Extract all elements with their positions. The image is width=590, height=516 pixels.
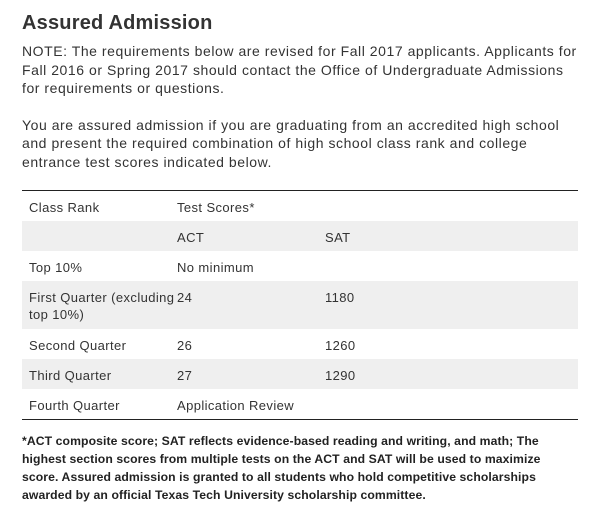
table-row: [22, 329, 578, 359]
row-sat: [325, 389, 578, 419]
header-test-scores: Test Scores*: [177, 200, 255, 215]
admission-table: [22, 190, 578, 420]
subheader-act: ACT: [177, 230, 205, 245]
header-empty: [325, 191, 578, 221]
table-row: [22, 359, 578, 389]
header-class-rank: Class Rank: [29, 200, 100, 215]
row-act: 24: [177, 290, 193, 305]
table-subheader-row: [22, 221, 578, 251]
row-act: Application Review: [177, 398, 295, 413]
row-sat: 1180: [325, 290, 355, 305]
footnote: *ACT composite score; SAT reflects evidence-based reading and writing, and math; The highest section scores from multiple tests on the ACT and SAT will be used to maximize score. Assured admission is granted to all students who hold competitive scholarships awarded by an official Texas Tech University scholarship committee.: [22, 434, 541, 502]
row-act: No minimum: [177, 260, 254, 275]
page-content: [22, 10, 578, 502]
table-row: [22, 389, 578, 419]
row-rank: Second Quarter: [29, 338, 127, 353]
row-sat: [325, 251, 578, 281]
table-header-row: [22, 191, 578, 221]
table-row: [22, 281, 578, 329]
table-row: [22, 251, 578, 281]
row-act: 27: [177, 368, 193, 383]
row-rank: Third Quarter: [29, 368, 112, 383]
row-sat: 1260: [325, 338, 356, 353]
page-title: Assured Admission: [22, 12, 213, 34]
row-rank: Fourth Quarter: [29, 398, 120, 413]
subheader-empty: [22, 221, 177, 251]
row-sat: 1290: [325, 368, 356, 383]
row-act: 26: [177, 338, 193, 353]
row-rank: First Quarter (excluding top 10%): [29, 290, 175, 322]
intro-paragraph: You are assured admission if you are graduating from an accredited high school and present the required combination of high school class rank and college entrance test scores indicated below.: [22, 116, 560, 170]
note-paragraph: NOTE: The requirements below are revised for Fall 2017 applicants. Applicants for Fall 2016 or Spring 2017 should contact the Office of Undergraduate Admissions for requirements or questions.: [22, 43, 577, 96]
row-rank: Top 10%: [29, 260, 83, 275]
subheader-sat: SAT: [325, 230, 351, 245]
